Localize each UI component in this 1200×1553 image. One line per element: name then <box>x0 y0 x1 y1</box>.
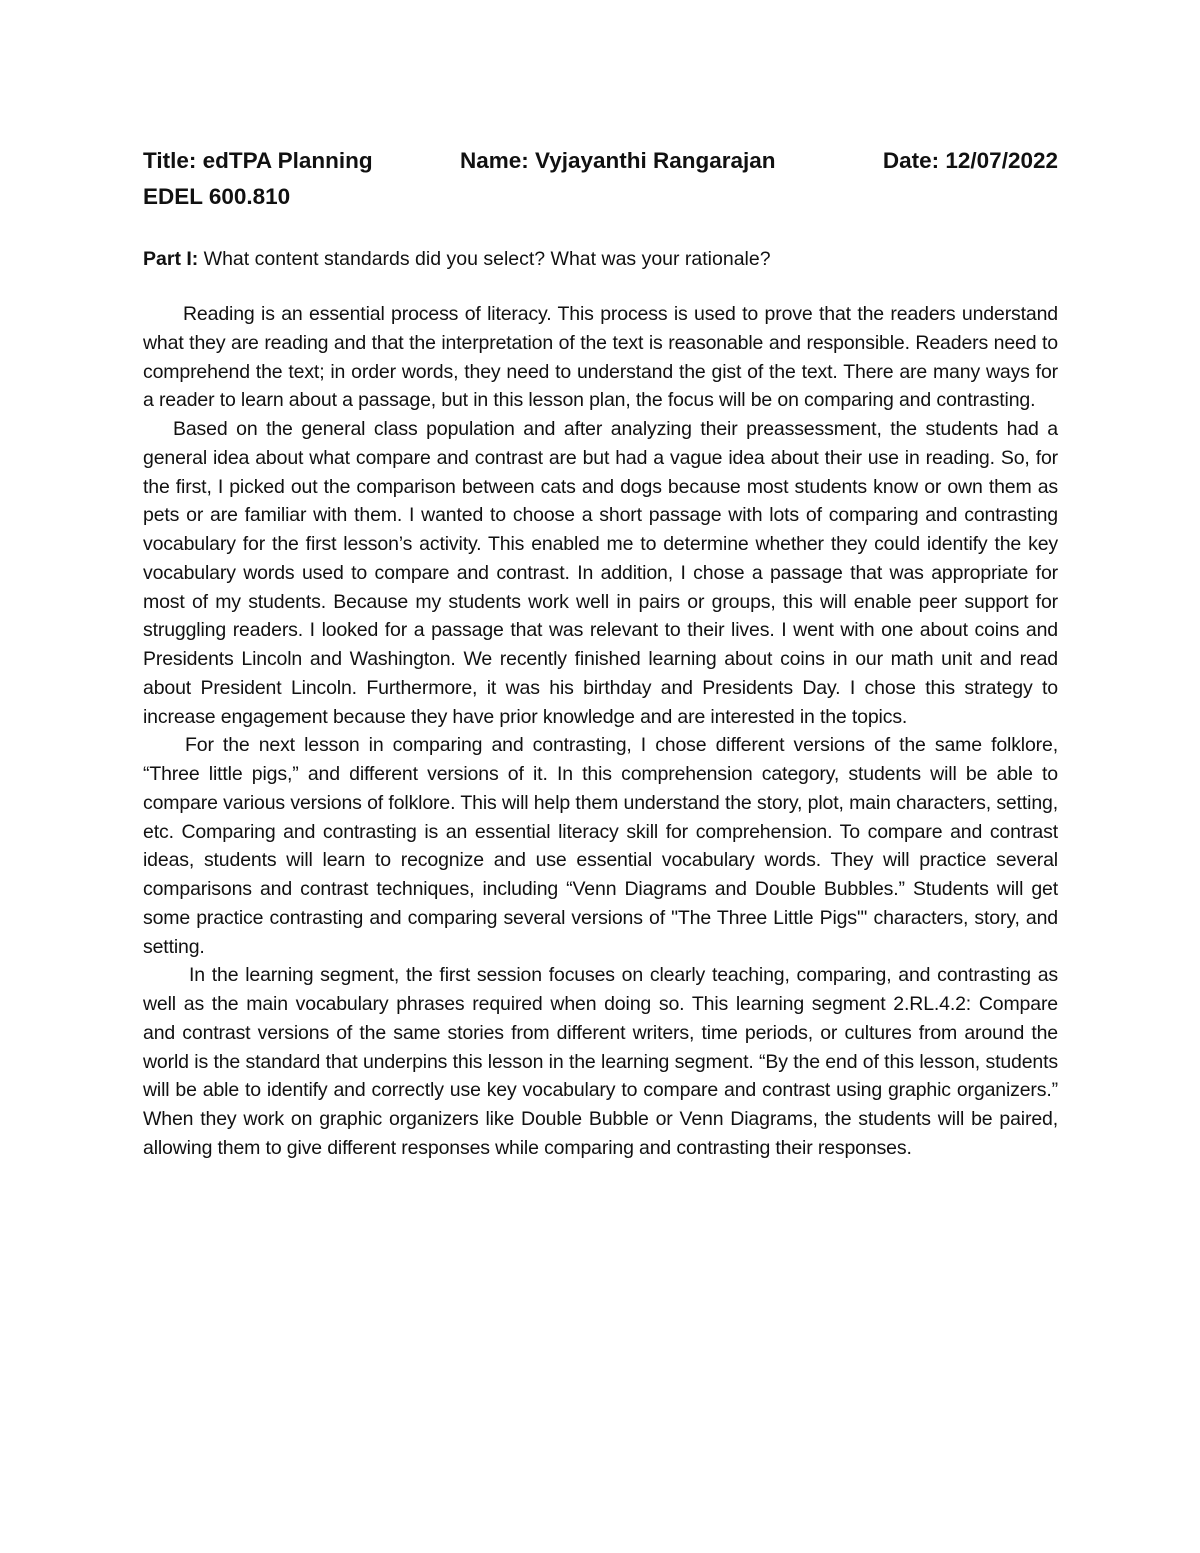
author-name: Name: Vyjayanthi Rangarajan <box>460 148 776 173</box>
section-label: Part I: <box>143 248 199 270</box>
course-code: EDEL 600.810 <box>143 184 291 209</box>
paragraph-3: For the next lesson in comparing and contrasting, I chose different versions of the same folklore, “Three little pigs,” and different versions of it. In this comprehension category, students will be able to compare various versions of folklore. This will help them understand the story, plot, main characters, setting, etc. Comparing and contrasting is an essential literacy skill for comprehension. To compare and contrast ideas, students will learn to recognize and use essential vocabulary words. They will practice several comparisons and contrast techniques, including “Venn Diagrams and Double Bubbles.” Students will get some practice contrasting and comparing several versions of "The Three Little Pigs"' characters, story, and setting. <box>143 734 1058 958</box>
document-header <box>143 143 1058 215</box>
document-title: Title: edTPA Planning <box>143 148 373 173</box>
header-row-main <box>143 143 1058 179</box>
header-row-course <box>143 179 1058 215</box>
section-question <box>143 245 1058 273</box>
paragraph-1: Reading is an essential process of literacy. This process is used to prove that the readers understand what they are reading and that the interpretation of the text is reasonable and responsible. Readers need to comprehend the text; in order words, they need to understand the gist of the text. There are many ways for a reader to learn about a passage, but in this lesson plan, the focus will be on comparing and contrasting. <box>143 303 1058 412</box>
paragraph-2: Based on the general class population and after analyzing their preassessment, the students had a general idea about what compare and contrast are but had a vague idea about their use in reading. So, for the first, I picked out the comparison between cats and dogs because most students know or own them as pets or are familiar with them. I wanted to choose a short passage with lots of comparing and contrasting vocabulary for the first lesson’s activity. This enabled me to determine whether they could identify the key vocabulary words used to compare and contrast. In addition, I chose a passage that was appropriate for most of my students. Because my students work well in pairs or groups, this will enable peer support for struggling readers. I looked for a passage that was relevant to their lives. I went with one about coins and Presidents Lincoln and Washington. We recently finished learning about coins in our math unit and read about President Lincoln. Furthermore, it was his birthday and Presidents Day. I chose this strategy to increase engagement because they have prior knowledge and are interested in the topics. <box>143 418 1058 728</box>
document-date: Date: 12/07/2022 <box>882 148 1058 173</box>
section-question-text: What content standards did you select? What was your rationale? <box>198 248 771 270</box>
paragraph-4: In the learning segment, the first session focuses on clearly teaching, comparing, and contrasting as well as the main vocabulary phrases required when doing so. This learning segment 2.RL.4.2: Compare and contrast versions of the same stories from different writers, time periods, or cultures from around the world is the standard that underpins this lesson in the learning segment. “By the end of this lesson, students will be able to identify and correctly use key vocabulary to compare and contrast using graphic organizers.” When they work on graphic organizers like Double Bubble or Venn Diagrams, the students will be paired, allowing them to give different responses while comparing and contrasting their responses. <box>143 964 1058 1159</box>
document-body <box>143 300 1058 1163</box>
